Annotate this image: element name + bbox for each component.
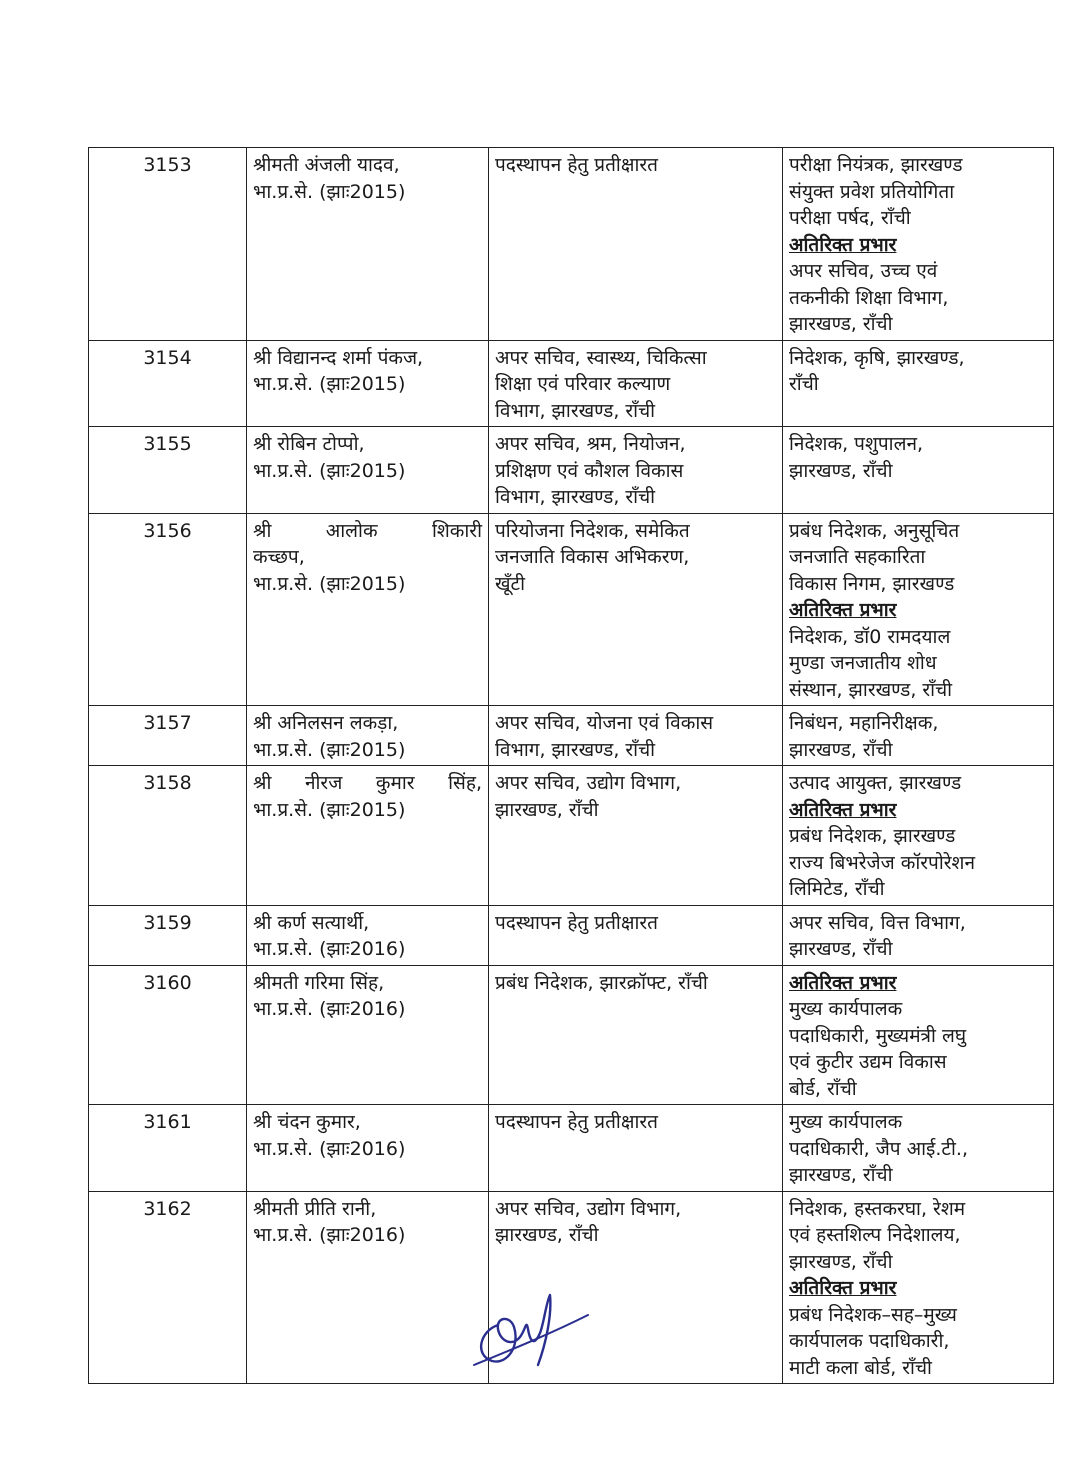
serial-number: 3156 (89, 513, 247, 706)
new-line: उत्पाद आयुक्त, झारखण्ड (789, 772, 962, 794)
name-line: श्री नीरज कुमार सिंह, (253, 772, 482, 794)
new-line: निदेशक, हस्तकरघा, रेशम (789, 1197, 966, 1220)
current-line: झारखण्ड, राँची (495, 1224, 599, 1246)
officer-name (247, 706, 489, 766)
additional-charge-heading: अतिरिक्त प्रभार (789, 233, 897, 256)
new-line: एवं हस्तशिल्प निदेशालय, (789, 1224, 961, 1246)
additional-line: प्रबंध निदेशक–सह–मुख्य (789, 1303, 957, 1326)
name-line: श्री रोबिन टोप्पो, (253, 433, 365, 455)
additional-line: मुण्डा जनजातीय शोध (789, 652, 937, 674)
new-line: झारखण्ड, राँची (789, 1164, 893, 1186)
current-line: अपर सचिव, श्रम, नियोजन, (495, 433, 686, 455)
new-line: निबंधन, महानिरीक्षक, (789, 712, 939, 734)
serial-number: 3153 (89, 148, 247, 341)
serial-number: 3157 (89, 706, 247, 766)
new-line: जनजाति सहकारिता (789, 546, 926, 568)
officer-name (247, 513, 489, 706)
new-posting (783, 905, 1054, 965)
current-posting (489, 513, 783, 706)
table-row (89, 513, 1054, 706)
service-line: भा.प्र.से. (झाः2015) (253, 180, 406, 203)
table-row (89, 965, 1054, 1105)
new-line: परीक्षा नियंत्रक, झारखण्ड (789, 154, 963, 176)
current-line: अपर सचिव, स्वास्थ्य, चिकित्सा (495, 346, 707, 369)
service-line: भा.प्र.से. (झाः2015) (253, 572, 406, 595)
new-line: प्रबंध निदेशक, अनुसूचित (789, 519, 960, 542)
current-posting (489, 706, 783, 766)
new-posting (783, 766, 1054, 906)
current-line: विभाग, झारखण्ड, राँची (495, 738, 656, 761)
signature-mark (468, 1285, 598, 1370)
new-line: झारखण्ड, राँची (789, 1250, 893, 1273)
current-line: अपर सचिव, उद्योग विभाग, (495, 1197, 682, 1220)
serial-number: 3155 (89, 427, 247, 514)
current-posting (489, 965, 783, 1105)
additional-line: मुख्य कार्यपालक (789, 998, 903, 1020)
officer-name (247, 905, 489, 965)
new-posting (783, 427, 1054, 514)
new-posting (783, 513, 1054, 706)
current-line: अपर सचिव, योजना एवं विकास (495, 712, 714, 734)
officer-name (247, 1191, 489, 1384)
officer-name (247, 148, 489, 341)
current-posting (489, 148, 783, 341)
additional-line: झारखण्ड, राँची (789, 313, 893, 335)
service-line: भा.प्र.से. (झाः2016) (253, 1224, 406, 1246)
table-row (89, 340, 1054, 427)
additional-line: माटी कला बोर्ड, राँची (789, 1356, 932, 1379)
current-line: खूँटी (495, 572, 526, 595)
new-line: संयुक्त प्रवेश प्रतियोगिता (789, 180, 955, 203)
current-line: अपर सचिव, उद्योग विभाग, (495, 772, 682, 794)
current-posting (489, 905, 783, 965)
service-line: भा.प्र.से. (झाः2016) (253, 1137, 406, 1160)
current-line: झारखण्ड, राँची (495, 798, 599, 821)
new-line: राँची (789, 373, 819, 395)
officer-name (247, 340, 489, 427)
additional-line: प्रबंध निदेशक, झारखण्ड (789, 825, 956, 847)
current-posting (489, 427, 783, 514)
additional-line: तकनीकी शिक्षा विभाग, (789, 286, 949, 309)
new-line: निदेशक, कृषि, झारखण्ड, (789, 346, 965, 369)
new-line: झारखण्ड, राँची (789, 938, 893, 960)
new-line: मुख्य कार्यपालक (789, 1111, 903, 1133)
additional-line: बोर्ड, राँची (789, 1077, 857, 1100)
current-line: प्रबंध निदेशक, झारक्रॉफ्ट, राँची (495, 971, 708, 994)
service-line: भा.प्र.से. (झाः2016) (253, 998, 406, 1020)
name-line: श्री चंदन कुमार, (253, 1111, 361, 1133)
additional-line: लिमिटेड, राँची (789, 878, 885, 900)
additional-charge-heading: अतिरिक्त प्रभार (789, 1277, 897, 1299)
additional-charge-heading: अतिरिक्त प्रभार (789, 971, 897, 994)
new-line: अपर सचिव, वित्त विभाग, (789, 911, 966, 934)
additional-line: एवं कुटीर उद्यम विकास (789, 1051, 947, 1073)
new-line: परीक्षा पर्षद, राँची (789, 207, 911, 229)
new-posting (783, 1191, 1054, 1384)
officer-name (247, 766, 489, 906)
additional-line: अपर सचिव, उच्च एवं (789, 260, 938, 282)
posting-table (88, 147, 1054, 1384)
new-line: झारखण्ड, राँची (789, 459, 893, 482)
serial-number: 3158 (89, 766, 247, 906)
service-line: भा.प्र.से. (झाः2016) (253, 938, 406, 960)
current-line: जनजाति विकास अभिकरण, (495, 546, 690, 568)
current-line: पदस्थापन हेतु प्रतीक्षारत (495, 1111, 658, 1133)
additional-line: राज्य बिभरेजेज कॉरपोरेशन (789, 851, 975, 874)
service-line: भा.प्र.से. (झाः2015) (253, 459, 406, 482)
current-line: प्रशिक्षण एवं कौशल विकास (495, 459, 684, 482)
name-line: श्री कर्ण सत्यार्थी, (253, 911, 370, 934)
officer-name (247, 965, 489, 1105)
new-posting (783, 340, 1054, 427)
name-line: श्री आलोक शिकारी (253, 519, 482, 542)
posting-table-body (89, 148, 1054, 1384)
new-line: विकास निगम, झारखण्ड (789, 572, 955, 595)
additional-charge-heading: अतिरिक्त प्रभार (789, 599, 897, 621)
current-line: विभाग, झारखण्ड, राँची (495, 486, 656, 508)
current-line: पदस्थापन हेतु प्रतीक्षारत (495, 911, 658, 934)
service-line: भा.प्र.से. (झाः2015) (253, 798, 406, 821)
table-row (89, 905, 1054, 965)
new-posting (783, 706, 1054, 766)
additional-charge-heading: अतिरिक्त प्रभार (789, 798, 897, 821)
new-line: निदेशक, पशुपालन, (789, 433, 924, 455)
current-posting (489, 766, 783, 906)
serial-number: 3154 (89, 340, 247, 427)
name-line: श्रीमती गरिमा सिंह, (253, 971, 385, 994)
new-line: पदाधिकारी, जैप आई.टी., (789, 1137, 968, 1160)
current-line: परियोजना निदेशक, समेकित (495, 519, 690, 542)
table-row (89, 1105, 1054, 1192)
officer-name (247, 1105, 489, 1192)
serial-number: 3161 (89, 1105, 247, 1192)
additional-line: संस्थान, झारखण्ड, राँची (789, 678, 953, 701)
name-line: श्रीमती प्रीति रानी, (253, 1197, 377, 1220)
current-line: विभाग, झारखण्ड, राँची (495, 399, 656, 422)
current-line: शिक्षा एवं परिवार कल्याण (495, 373, 671, 395)
service-line: भा.प्र.से. (झाः2015) (253, 738, 406, 761)
new-posting (783, 1105, 1054, 1192)
new-posting (783, 148, 1054, 341)
table-row (89, 706, 1054, 766)
current-posting (489, 340, 783, 427)
new-line: झारखण्ड, राँची (789, 738, 893, 761)
serial-number: 3160 (89, 965, 247, 1105)
name-line: श्रीमती अंजली यादव, (253, 154, 400, 176)
name-line: श्री विद्यानन्द शर्मा पंकज, (253, 346, 424, 369)
new-posting (783, 965, 1054, 1105)
current-line: पदस्थापन हेतु प्रतीक्षारत (495, 154, 658, 176)
current-posting (489, 1105, 783, 1192)
serial-number: 3162 (89, 1191, 247, 1384)
additional-line: पदाधिकारी, मुख्यमंत्री लघु (789, 1024, 967, 1047)
name-line: श्री अनिलसन लकड़ा, (253, 712, 399, 734)
table-row (89, 766, 1054, 906)
name-line: कच्छप, (253, 546, 305, 568)
table-row (89, 148, 1054, 341)
serial-number: 3159 (89, 905, 247, 965)
service-line: भा.प्र.से. (झाः2015) (253, 373, 406, 395)
officer-name (247, 427, 489, 514)
additional-line: कार्यपालक पदाधिकारी, (789, 1330, 950, 1352)
additional-line: निदेशक, डॉ0 रामदयाल (789, 625, 951, 648)
table-row (89, 427, 1054, 514)
